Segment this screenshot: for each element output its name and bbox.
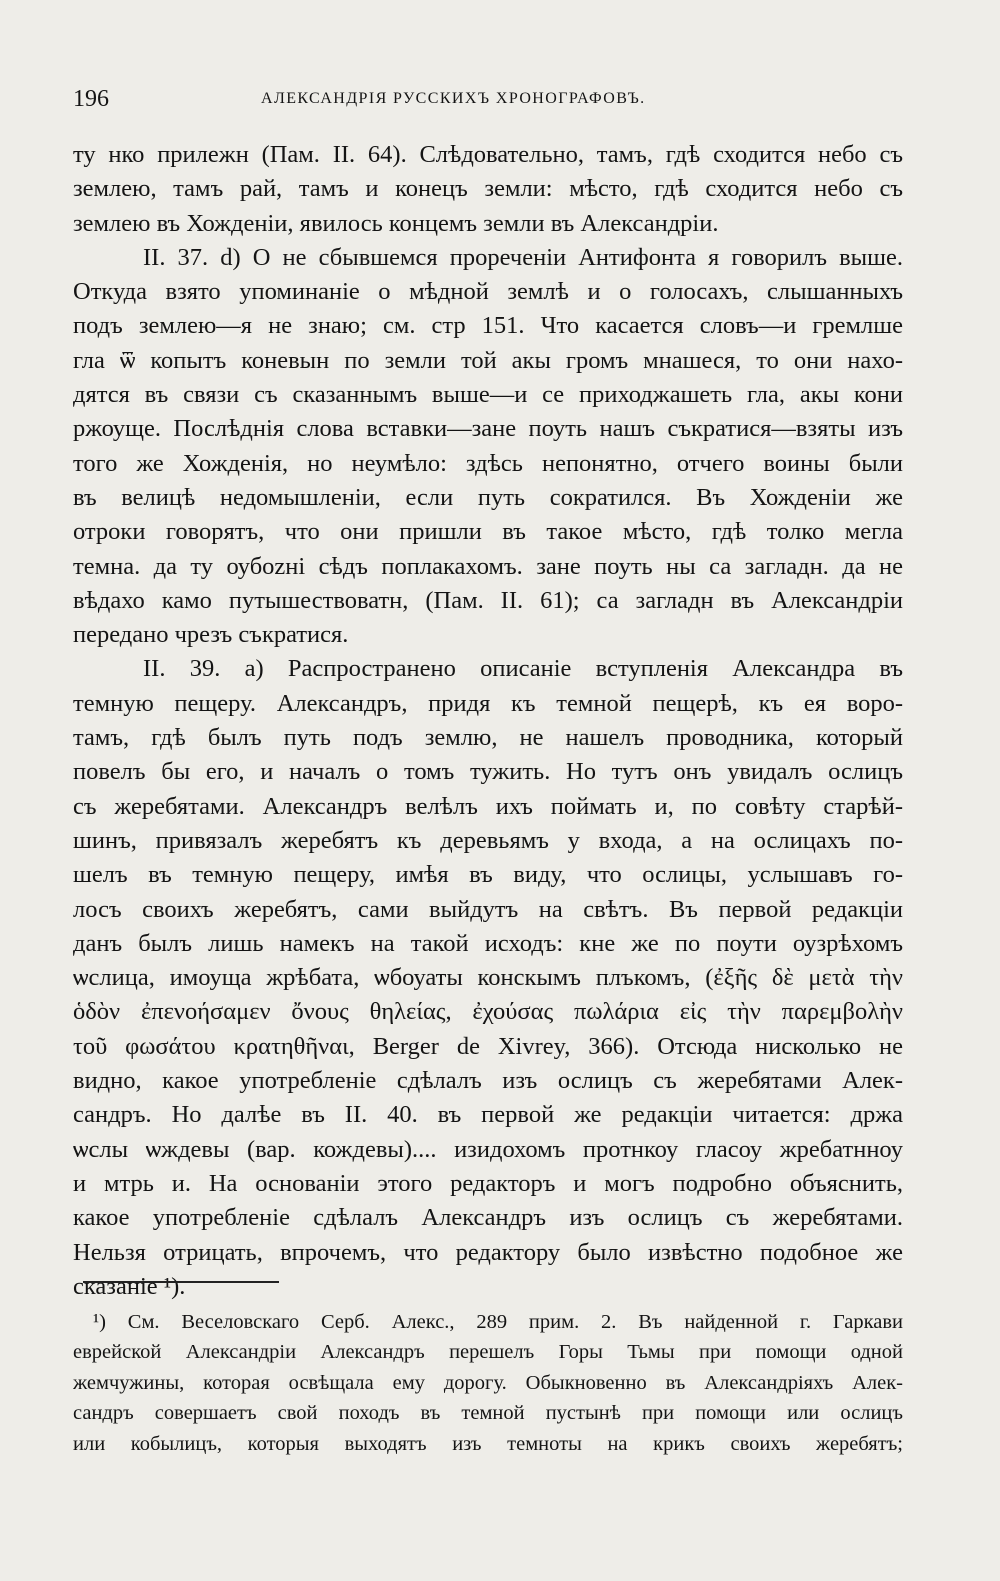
text-line: какое употребленіе сдѣлалъ Александръ изъ ослицъ съ жеребятами. bbox=[73, 1204, 903, 1232]
footnote-line: жемчужины, которая освѣщала ему дорогу. Обыкновенно въ Александріяхъ Алек- bbox=[73, 1371, 903, 1394]
text-line: лосъ своихъ жеребятъ, сами выйдутъ на свѣтъ. Въ первой редакціи bbox=[73, 895, 903, 923]
text-line: темна. да ту оубоzні сѣдъ поплакахомъ. зане поуть ны са загладн. да не bbox=[73, 552, 903, 580]
text-line: темную пещеру. Александръ, придя къ темной пещерѣ, къ ея воро- bbox=[73, 689, 903, 717]
text-line: отроки говорятъ, что они пришли въ такое мѣсто, гдѣ толко мегла bbox=[73, 518, 903, 546]
running-title: АЛЕКСАНДРІЯ РУССКИХЪ ХРОНОГРАФОВЪ. bbox=[261, 90, 646, 107]
text-line: передано чрезъ съкратися. bbox=[73, 621, 349, 649]
text-line: повелъ бы его, и началъ о томъ тужить. Но тутъ онъ увидалъ ослицъ bbox=[73, 758, 903, 786]
footnote-line: еврейской Александріи Александръ перешелъ Горы Тьмы при помощи одной bbox=[73, 1341, 903, 1364]
text-line: того же Хожденія, но неумѣло: здѣсь непонятно, отчего воины были bbox=[73, 449, 903, 477]
text-line: гла ѿ копытъ коневын по земли той акы громъ мнашеся, то они нахо- bbox=[73, 346, 903, 374]
text-line: шелъ въ темную пещеру, имѣя въ виду, что ослицы, услышавъ го- bbox=[73, 861, 903, 889]
footnote-divider bbox=[83, 1281, 279, 1283]
footnote-line: ¹) См. Веселовскаго Серб. Алекс., 289 прим. 2. Въ найденной г. Гаркави bbox=[93, 1311, 903, 1333]
text-line: дятся въ связи съ сказаннымъ выше—и се приходжашеть гла, акы кони bbox=[73, 381, 903, 409]
text-line: въ велицѣ недомышленіи, если путь сократился. Въ Хожденіи же bbox=[73, 483, 903, 511]
text-line: землею, тамъ рай, тамъ и конецъ земли: мѣсто, гдѣ сходится небо съ bbox=[73, 175, 903, 203]
footnote-line: или кобылицъ, которыя выходятъ изъ темноты на крикъ своихъ жеребятъ; bbox=[73, 1432, 903, 1455]
text-line: ту нко прилежн (Пам. II. 64). Слѣдовательно, тамъ, гдѣ сходится небо съ bbox=[73, 141, 903, 168]
text-line: ѡслица, имоуща жрѣбата, ѡбоуаты конскымъ плъкомъ, (ἐξῆς δὲ μετὰ τὴν bbox=[73, 964, 903, 992]
text-line: данъ былъ лишь намекъ на такой исходъ: кне же по поути оузрѣхомъ bbox=[73, 929, 903, 957]
text-line: τοῦ φωσάτου κρατηθῆναι, Berger de Xivrey, 366). Отсюда нисколько не bbox=[73, 1032, 903, 1060]
text-line: Откуда взято упоминаніе о мѣдной землѣ и о голосахъ, слышанныхъ bbox=[73, 278, 903, 306]
footnote bbox=[73, 1307, 903, 1459]
text-line: тамъ, гдѣ былъ путь подъ землю, не нашелъ проводника, который bbox=[73, 724, 903, 752]
text-line: шинъ, привязалъ жеребятъ къ деревьямъ у входа, а на ослицахъ по- bbox=[73, 826, 903, 854]
text-line: и мтрь и. На основаніи этого редакторъ и могъ подробно объяснить, bbox=[73, 1169, 903, 1197]
paragraph-start: II. 39. a) Распространено описаніе вступленія Александра въ bbox=[143, 655, 903, 683]
text-line: вѣдахо камо путышествоватн, (Пам. II. 61); са загладн въ Александріи bbox=[73, 586, 903, 614]
text-line: землею въ Хожденіи, явилось концемъ земли въ Александріи. bbox=[73, 209, 719, 237]
main-text bbox=[73, 138, 903, 1304]
text-line: ὁδὸν ἐπενοήσαμεν ὄνους θηλείας, ἐχούσας πωλάρια εἰς τὴν παρεμβολὴν bbox=[73, 998, 903, 1026]
text-line: Нельзя отрицать, впрочемъ, что редактору было извѣстно подобное же bbox=[73, 1238, 903, 1266]
text-line: сандръ. Но далѣе въ II. 40. въ первой же редакціи читается: држа bbox=[73, 1101, 903, 1129]
text-line: ѡслы ѡждевы (вар. кождевы).... изидохомъ протнкоу гласоу жребатнноу bbox=[73, 1135, 903, 1163]
page-header bbox=[73, 86, 908, 116]
footnote-line: сандръ совершаетъ свой походъ въ темной пустынѣ при помощи или ослицъ bbox=[73, 1402, 903, 1425]
text-line: видно, какое употребленіе сдѣлалъ изъ ослицъ съ жеребятами Алек- bbox=[73, 1067, 903, 1095]
text-line: ржоуще. Послѣднія слова вставки—зане поуть нашъ съкратися—взяты изъ bbox=[73, 415, 903, 443]
paragraph-start: II. 37. d) О не сбывшемся проречeніи Антифонта я говорилъ выше. bbox=[143, 243, 903, 271]
page-number: 196 bbox=[73, 86, 109, 112]
text-line: подъ землею—я не знаю; см. стр 151. Что касается словъ—и гремлше bbox=[73, 312, 903, 340]
text-line: сказаніе ¹). bbox=[73, 1272, 186, 1300]
text-line: съ жеребятами. Александръ велѣлъ ихъ поймать и, по совѣту старѣй- bbox=[73, 792, 903, 820]
